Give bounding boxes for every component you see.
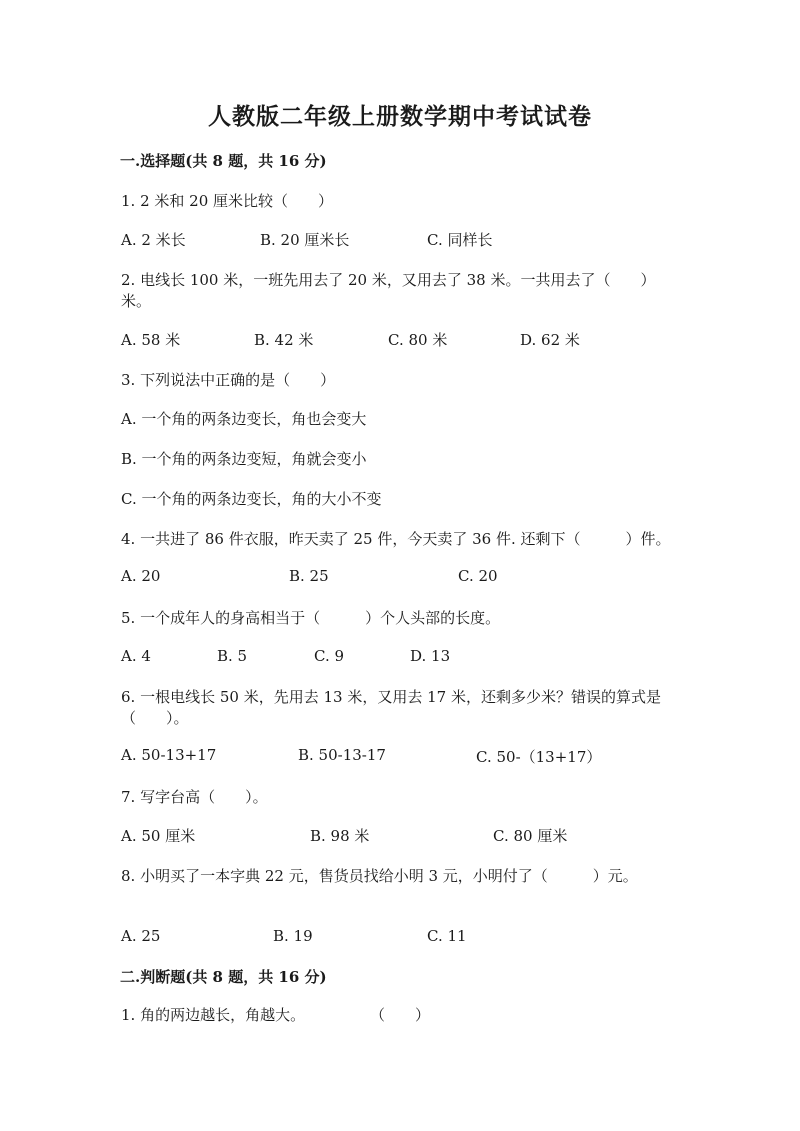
option: C. 一个角的两条边变长，角的大小不变 [121,490,382,508]
question-4: 4. 一共进了 86 件衣服，昨天卖了 25 件，今天卖了 36 件. 还剩下（ ）件。 [121,530,671,548]
option: C. 80 米 [388,331,448,349]
option: A. 50-13+17 [121,746,217,764]
option: C. 80 厘米 [493,827,568,845]
option: C. 11 [427,927,467,945]
question-6: 6. 一根电线长 50 米，先用去 13 米，又用去 17 米，还剩多少米？错误的算式是 [121,688,661,706]
option: A. 58 米 [121,331,181,349]
question-3: 3. 下列说法中正确的是（ ） [121,371,336,389]
option: A. 一个角的两条边变长，角也会变大 [121,410,367,428]
judgement-question-1: 1. 角的两边越长，角越大。 [121,1006,306,1024]
option: B. 42 米 [254,331,314,349]
option: B. 20 厘米长 [260,231,350,249]
option: B. 19 [273,927,313,945]
option: C. 同样长 [427,231,493,249]
answer-blank: （ ） [370,1006,431,1024]
option: C. 9 [314,647,345,665]
option: A. 25 [121,927,161,945]
option: B. 98 米 [310,827,370,845]
option: A. 20 [121,567,161,585]
option: B. 5 [217,647,248,665]
option: A. 2 米长 [121,231,186,249]
option: A. 4 [121,647,151,665]
page-title: 人教版二年级上册数学期中考试试卷 [208,103,592,130]
section-heading-choice: 一.选择题(共 8 题，共 16 分) [120,152,327,170]
option: D. 62 米 [520,331,580,349]
section-heading-judgement: 二.判断题(共 8 题，共 16 分) [120,968,327,986]
option: C. 20 [458,567,498,585]
option: A. 50 厘米 [121,827,196,845]
option: D. 13 [410,647,451,665]
question-2-continued: 米。 [121,292,152,310]
option: B. 50-13-17 [298,746,386,764]
question-1: 1. 2 米和 20 厘米比较（ ） [121,192,334,210]
option: B. 25 [289,567,329,585]
question-2: 2. 电线长 100 米，一班先用去了 20 米，又用去了 38 米。一共用去了（ ） [121,271,656,289]
option: C. 50-（13+17） [476,748,602,766]
question-7: 7. 写字台高（ ）。 [121,788,268,806]
option: B. 一个角的两条边变短，角就会变小 [121,450,367,468]
question-8: 8. 小明买了一本字典 22 元，售货员找给小明 3 元，小明付了（ ）元。 [121,867,638,885]
question-6-continued: （ ）。 [121,709,189,727]
question-5: 5. 一个成年人的身高相当于（ ）个人头部的长度。 [121,609,501,627]
